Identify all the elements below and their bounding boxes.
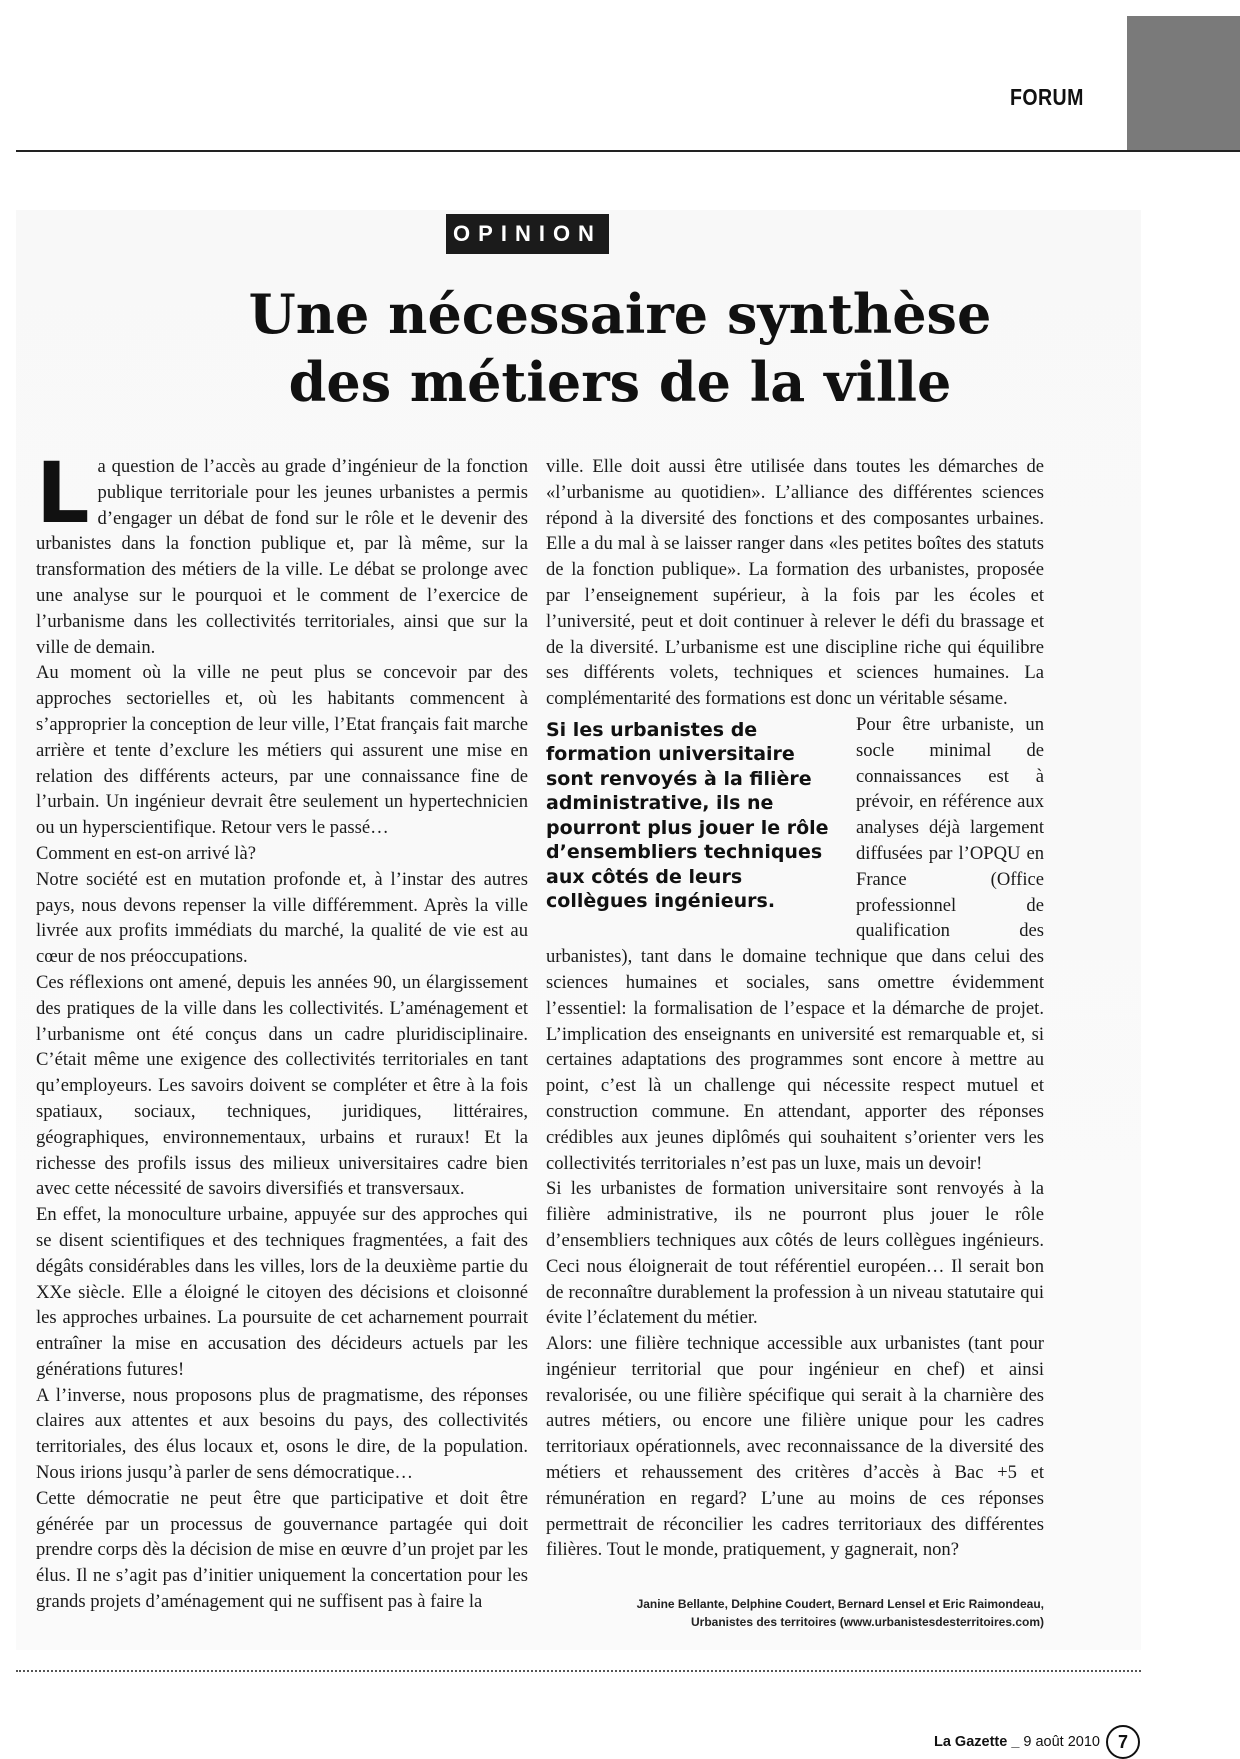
body-paragraph: Alors: une filière technique accessible aux urbanistes (tant pour ingénieur territorial que pour ingénieur en chef) et ainsi revalorisée, ou une filière spécifique qui serait à la charnière des autres métiers, ou encore une filière unique pour les cadres territoriaux opérationnels, avec reconnaissance de la diversité des métiers et rehaussement des critères d’accès à Bac +5 et rémunération en regard? L’une au moins de ces réponses permettrait de réconcilier les cadres territoriaux des différentes filières. Tout le monde, pratiquement, y gagnerait, non? <box>546 1333 1044 1561</box>
author-names: Janine Bellante, Delphine Coudert, Bernard Lensel et Eric Raimondeau, <box>636 1597 1044 1611</box>
body-paragraph: En effet, la monoculture urbaine, appuyée sur des approches qui se disent scientifiques et des techniques fragmentées, a fait des dégâts considérables dans les villes, lors de la deuxième partie du XXe siècle. Elle a éloigné le citoyen des décisions et cloisonné les approches urbaines. La poursuite de cet acharnement pourrait entraîner la mise en accusation des décideurs actuels par les générations futures! <box>36 1204 528 1380</box>
body-paragraph: Cette démocratie ne peut être que participative et doit être générée par un processus de gouvernance partagée qui doit prendre corps dès la décision de mise en œuvre d’un projet par les élus. Il ne s’agit pas d’initier uniquement la concertation pour les grands projets d’aménagement qui ne suffisent pas à faire la <box>36 1487 528 1613</box>
body-paragraph: A l’inverse, nous proposons plus de pragmatisme, des réponses claires aux attentes et aux besoins du pays, des collectivités territoriales, des élus locaux et, osons le dire, de la population. Nous irions jusqu’à parler de sens démocratique… <box>36 1384 528 1484</box>
issue-date: 9 août 2010 <box>1023 1734 1100 1750</box>
kicker-label: OPINION <box>446 214 609 254</box>
body-paragraph: Pour être urbaniste, un socle minimal de connaissances est à prévoir, en référence aux analyses déjà largement diffusées par l’OPQU en France (Office professionnel de qualification des urbanistes), tant dans le domaine technique que dans celui des sciences humaines et sociales, sans omettre évidemment l’essentiel: la formalisation de l’espace et la démarche de projet. L’implication des enseignants en université est remarquable et, si certaines adaptations des programmes sont encore à mettre au point, c’est là un challenge qui nécessite respect mutuel et construction commune. En attendant, apporter des réponses crédibles aux jeunes diplômés qui souhaitent s’orienter vers les collectivités territoriales n’est pas un luxe, mais un devoir! <box>546 713 1044 1174</box>
body-paragraph: a question de l’accès au grade d’ingénieur de la fonction publique territoriale pour les jeunes urbanistes a permis d’engager un débat de fond sur le rôle et le devenir des urbanistes dans la fonction publique et, par là même, sur la transformation des métiers de la ville. Le débat se prolonge avec une analyse sur le pourquoi et le comment de l’exercice de l’urbanisme dans les collectivités territoriales, ainsi que sur la ville de demain. <box>36 456 528 658</box>
publication-name: La Gazette <box>933 1734 1008 1750</box>
pull-quote: Si les urbanistes de formation universitaire sont renvoyés à la filière administrative, ils ne pourront plus jouer le rôle d’ensembliers techniques aux côtés de leurs collègues ingénieurs. <box>546 718 829 913</box>
corner-tab <box>1127 16 1240 150</box>
author-signature <box>637 1595 1044 1631</box>
body-paragraph: Ces réflexions ont amené, depuis les années 90, un élargissement des pratiques de la ville dans les collectivités. L’aménagement et l’urbanisme ont été conçus dans un cadre pluridisciplinaire. C’était même une exigence des collectivités territoriales en tant qu’employeurs. Les savoirs doivent se compléter et être à la fois spatiaux, sociaux, techniques, juridiques, littéraires, géographiques, environnementaux, urbains et ruraux! Et la richesse des profils issus des milieux universitaires cadre bien avec cette nécessité de savoirs diversifiés et transversaux. <box>36 971 528 1200</box>
footer-divider <box>16 1670 1141 1672</box>
article-column-right <box>546 454 1044 1563</box>
headline-line-1: Une nécessaire synthèse <box>248 282 992 346</box>
article-column-left <box>36 444 528 1615</box>
body-paragraph: Au moment où la ville ne peut plus se concevoir par des approches sectorielles et, où les habitants commencent à s’approprier la conception de leur ville, l’Etat français fait marche arrière et tente d’exclure les métiers qui assurent une mise en relation des différents acteurs, par une connaissance fine de l’urbain. Un ingénieur devrait être seulement un hypertechnicien ou un hyperscientifique. Retour vers le passé… <box>36 662 528 839</box>
footer-separator: _ <box>1011 1734 1020 1750</box>
page-number: 7 <box>1106 1725 1140 1759</box>
body-paragraph: Comment en est-on arrivé là? <box>36 842 256 864</box>
section-label: FORUM <box>1010 84 1084 110</box>
header-divider <box>16 150 1240 152</box>
author-group: Urbanistes des territoires (www.urbanistesdesterritoires.com) <box>691 1615 1044 1629</box>
body-paragraph: Notre société est en mutation profonde et, à l’instar des autres pays, nous devons repenser la ville différemment. Après la ville livrée aux profits immédiats du marché, la qualité de vie est au cœur de nos préoccupations. <box>36 868 528 968</box>
body-paragraph: ville. Elle doit aussi être utilisée dans toutes les démarches de «l’urbanisme au quotidien». L’alliance des différentes sciences répond à la diversité des fonctions et des composantes urbaines. Elle a du mal à se laisser ranger dans «les petites boîtes des statuts de la fonction publique». La formation des urbanistes, proposée par l’enseignement supérieur, à la fois par les écoles et l’université, peut et doit continuer à relever le défi du brassage et de la diversité. L’urbanisme est une discipline riche qui équilibre ses différents volets, techniques et sciences humaines. La complémentarité des formations est donc un véritable sésame. <box>546 456 1044 710</box>
body-paragraph: Si les urbanistes de formation universitaire sont renvoyés à la filière administrative, ils ne pourront plus jouer le rôle d’ensembliers techniques aux côtés de leurs collègues ingénieurs. Ceci nous éloignerait de tout référentiel européen… Il serait bon de reconnaître durablement la profession à un niveau statutaire qui évite l’éclatement du métier. <box>546 1178 1044 1329</box>
drop-cap: L <box>36 444 90 542</box>
headline-line-2: des métiers de la ville <box>288 350 952 414</box>
headline <box>0 280 1240 416</box>
